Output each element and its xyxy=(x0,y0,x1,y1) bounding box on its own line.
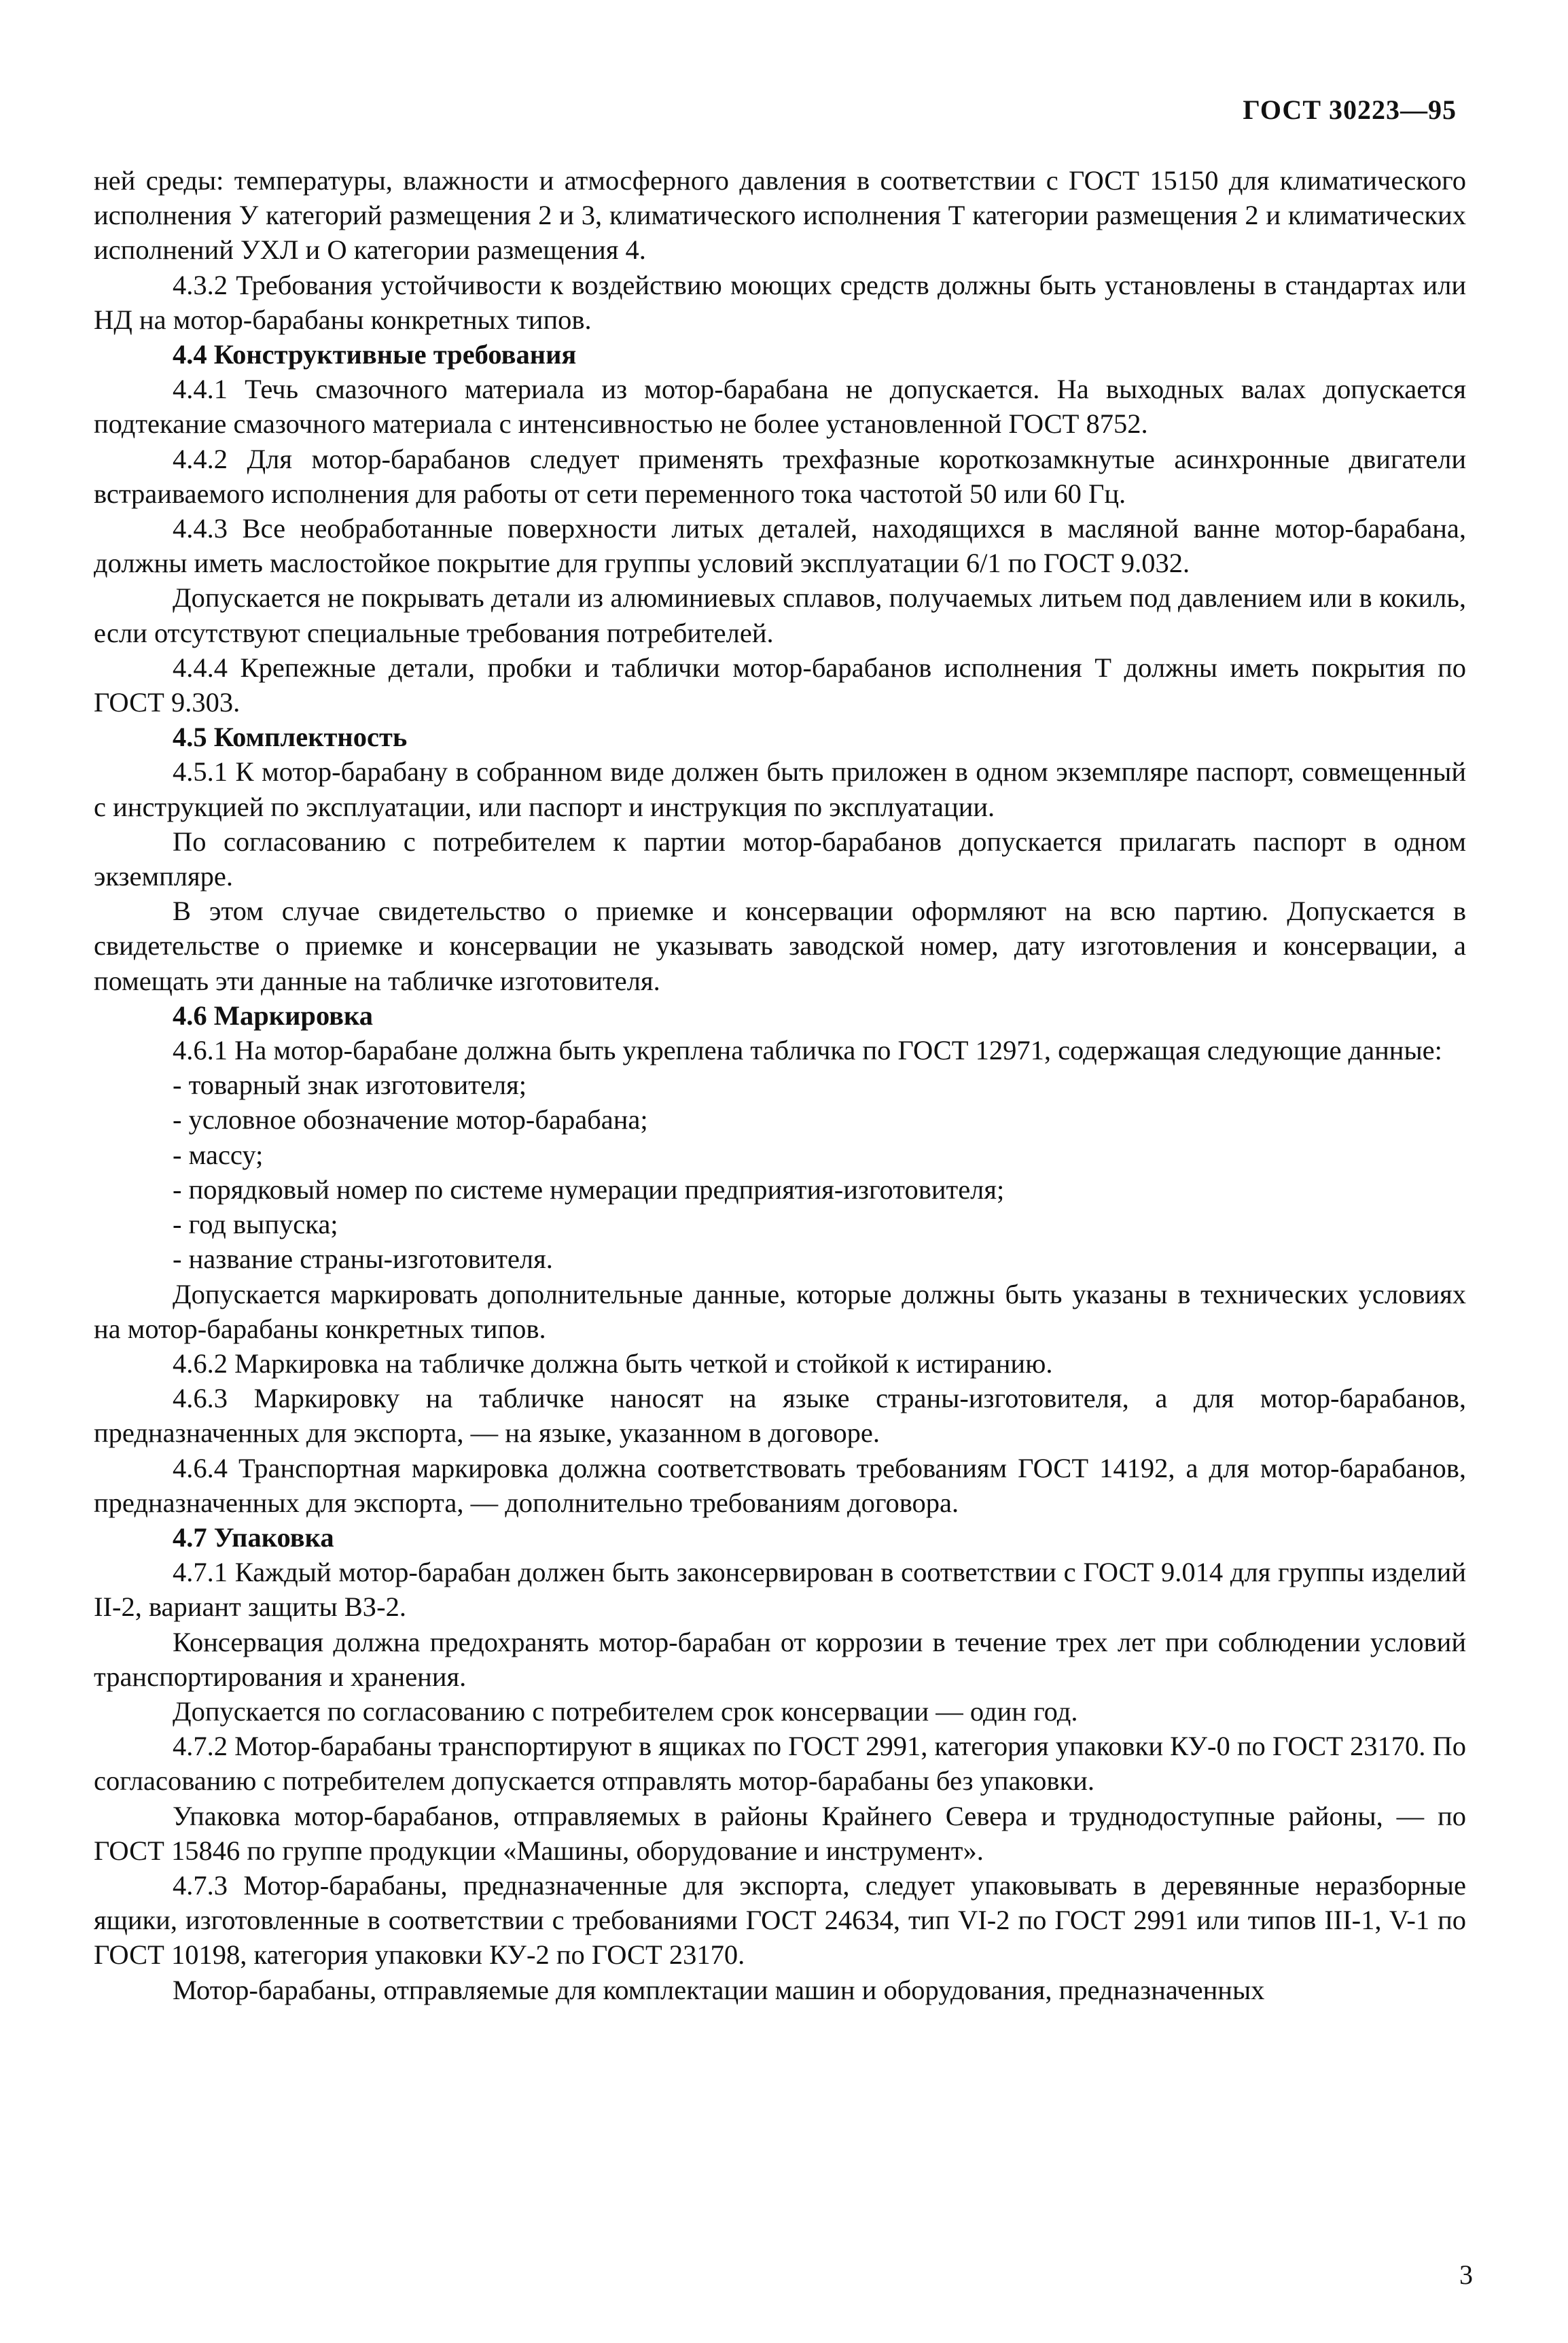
section-heading: 4.4 Конструктивные требования xyxy=(173,339,577,370)
paragraph: Допускается по согласованию с потребителем срок консервации — один год. xyxy=(173,1695,1078,1727)
paragraph: 4.5.1 К мотор-барабану в собранном виде должен быть приложен в одном экземпляре паспорт, совмещенный с инструкцией по эксплуатации, или паспорт и инструкция по эксплуатации. xyxy=(94,756,1466,822)
paragraph: 4.6.4 Транспортная маркировка должна соответствовать требованиям ГОСТ 14192, а для мотор-барабанов, предназначенных для экспорта, — дополнительно требованиям договора. xyxy=(94,1452,1466,1518)
paragraph: Допускается не покрывать детали из алюминиевых сплавов, получаемых литьем под давлением или в кокиль, если отсутствуют специальные требования потребителей. xyxy=(94,582,1466,648)
paragraph: Консервация должна предохранять мотор-барабан от коррозии в течение трех лет при соблюдении условий транспортирования и хранения. xyxy=(94,1626,1466,1692)
paragraph: - порядковый номер по системе нумерации предприятия-изготовителя; xyxy=(173,1174,1005,1205)
paragraph: - массу; xyxy=(173,1139,264,1170)
section-heading: 4.7 Упаковка xyxy=(173,1521,334,1553)
paragraph: 4.7.3 Мотор-барабаны, предназначенные для экспорта, следует упаковывать в деревянные неразборные ящики, изготовленные в соответствии с требованиями ГОСТ 24634, тип VI-2 по ГОСТ 2991 или типов III-1, V-1 по ГОСТ 10198, категория упаковки КУ-2 по ГОСТ 23170. xyxy=(94,1869,1466,1971)
paragraph: - товарный знак изготовителя; xyxy=(173,1070,527,1101)
paragraph: Допускается маркировать дополнительные данные, которые должны быть указаны в технических условиях на мотор-барабаны конкретных типов. xyxy=(94,1278,1466,1344)
paragraph: 4.4.4 Крепежные детали, пробки и таблички мотор-барабанов исполнения Т должны иметь покрытия по ГОСТ 9.303. xyxy=(94,652,1466,718)
paragraph: 4.6.1 На мотор-барабане должна быть укреплена табличка по ГОСТ 12971, содержащая следующие данные: xyxy=(173,1035,1442,1066)
paragraph: 4.4.3 Все необработанные поверхности литых деталей, находящихся в масляной ванне мотор-барабана, должны иметь маслостойкое покрытие для группы условий эксплуатации 6/1 по ГОСТ 9.032. xyxy=(94,513,1466,579)
section-heading: 4.5 Комплектность xyxy=(173,722,408,753)
document-header: ГОСТ 30223—95 xyxy=(1243,94,1457,125)
paragraph: 4.7.2 Мотор-барабаны транспортируют в ящиках по ГОСТ 2991, категория упаковки КУ-0 по ГОСТ 23170. По согласованию с потребителем допускается отправлять мотор-барабаны без упаковки. xyxy=(94,1731,1466,1797)
paragraph: Мотор-барабаны, отправляемые для комплектации машин и оборудования, предназначенных xyxy=(173,1974,1265,2005)
paragraph: По согласованию с потребителем к партии мотор-барабанов допускается прилагать паспорт в одном экземпляре. xyxy=(94,826,1466,892)
page-number: 3 xyxy=(1459,2259,1473,2290)
paragraph: Упаковка мотор-барабанов, отправляемых в районы Крайнего Севера и труднодоступные районы, — по ГОСТ 15846 по группе продукции «Машины, оборудование и инструмент». xyxy=(94,1800,1466,1866)
paragraph: 4.6.3 Маркировку на табличке наносят на языке страны-изготовителя, а для мотор-барабанов, предназначенных для экспорта, — на языке, указанном в договоре. xyxy=(94,1383,1466,1449)
document-body xyxy=(94,163,1466,2007)
paragraph: - условное обозначение мотор-барабана; xyxy=(173,1104,648,1135)
paragraph: 4.4.1 Течь смазочного материала из мотор-барабана не допускается. На выходных валах допускается подтекание смазочного материала с интенсивностью не более установленной ГОСТ 8752. xyxy=(94,374,1466,440)
section-heading: 4.6 Маркировка xyxy=(173,1000,374,1031)
paragraph: 4.3.2 Требования устойчивости к воздействию моющих средств должны быть установлены в стандартах или НД на мотор-барабаны конкретных типов. xyxy=(94,269,1466,335)
paragraph: 4.7.1 Каждый мотор-барабан должен быть законсервирован в соответствии с ГОСТ 9.014 для группы изделий II-2, вариант защиты ВЗ-2. xyxy=(94,1557,1466,1623)
paragraph: - название страны-изготовителя. xyxy=(173,1244,553,1275)
paragraph: - год выпуска; xyxy=(173,1209,338,1240)
paragraph: ней среды: температуры, влажности и атмосферного давления в соответствии с ГОСТ 15150 для климатического исполнения У категорий размещения 2 и 3, климатического исполнения Т категории размещения 2 и климатических исполнений УХЛ и О категории размещения 4. xyxy=(94,165,1466,266)
paragraph: 4.6.2 Маркировка на табличке должна быть четкой и стойкой к истиранию. xyxy=(173,1347,1053,1379)
paragraph: 4.4.2 Для мотор-барабанов следует применять трехфазные короткозамкнутые асинхронные двигатели встраиваемого исполнения для работы от сети переменного тока частотой 50 или 60 Гц. xyxy=(94,443,1466,509)
paragraph: В этом случае свидетельство о приемке и консервации оформляют на всю партию. Допускается в свидетельстве о приемке и консервации не указывать заводской номер, дату изготовления и консервации, а помещать эти данные на табличке изготовителя. xyxy=(94,896,1466,996)
